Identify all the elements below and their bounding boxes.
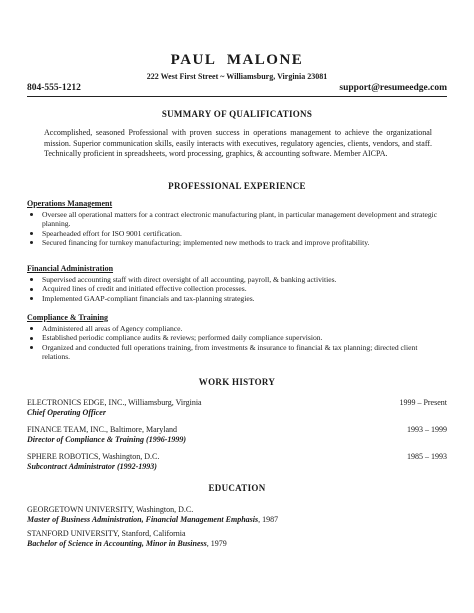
compliance-bullet-list <box>27 324 447 361</box>
list-item: Oversee all operational matters for a contract electronic manufacturing plant, in particular management development and strategic planning. <box>27 210 447 229</box>
education-entry <box>27 529 447 549</box>
contact-row <box>27 83 447 95</box>
work-history-heading: WORK HISTORY <box>198 377 276 387</box>
phone-number: 804-555-1212 <box>27 83 81 93</box>
list-item: Established periodic compliance audits & reviews; performed daily compliance supervision. <box>27 333 447 342</box>
email-address: support@resumeedge.com <box>339 83 447 93</box>
job-title: Chief Operating Officer <box>27 408 106 417</box>
section-title-compliance: Compliance & Training <box>27 313 109 322</box>
job-dates: 1999 – Present <box>399 398 447 407</box>
list-item: Implemented GAAP-compliant financials and tax-planning strategies. <box>27 294 447 303</box>
summary-paragraph: Accomplished, seasoned Professional with proven success in operations management to achieve the organizational mission. Superior communication skills, easily interacts with executives, regulatory agencies, clients, vendors, and staff. Technically proficient in spreadsheets, word processing, graphics, & accounting software. Member AICPA. <box>44 128 432 158</box>
list-item: Secured financing for turnkey manufacturing; implemented new methods to track and improve profitability. <box>27 238 447 247</box>
summary-heading: SUMMARY OF QUALIFICATIONS <box>161 109 313 119</box>
job-employer: FINANCE TEAM, INC., Baltimore, Maryland <box>27 425 178 434</box>
list-item: Acquired lines of credit and initiated effective collection processes. <box>27 284 447 293</box>
financial-bullet-list <box>27 275 447 303</box>
degree-year: , 1979 <box>206 539 227 548</box>
education-heading: EDUCATION <box>208 483 266 493</box>
job-dates: 1993 – 1999 <box>407 425 447 434</box>
list-item: Spearheaded effort for ISO 9001 certification. <box>27 229 447 238</box>
list-item: Organized and conducted full operations training, from investments & insurance to financial & tax planning; directed client relations. <box>27 343 447 362</box>
operations-bullet-list <box>27 210 447 247</box>
candidate-name: PAUL MALONE <box>170 52 304 68</box>
list-item: Administered all areas of Agency compliance. <box>27 324 447 333</box>
degree-name: Bachelor of Science in Accounting, Minor in Business <box>27 539 207 548</box>
experience-heading: PROFESSIONAL EXPERIENCE <box>168 181 306 191</box>
header-divider <box>27 96 447 97</box>
job-dates: 1985 – 1993 <box>407 452 447 461</box>
job-title: Director of Compliance & Training (1996-1999) <box>27 435 187 444</box>
section-title-operations: Operations Management <box>27 199 113 208</box>
school-name: GEORGETOWN UNIVERSITY, Washington, D.C. <box>27 505 194 514</box>
section-title-financial: Financial Administration <box>27 264 114 273</box>
degree-name: Master of Business Administration, Financial Management Emphasis <box>27 515 259 524</box>
degree-year: , 1987 <box>258 515 279 524</box>
school-name: STANFORD UNIVERSITY, Stanford, California <box>27 529 186 538</box>
list-item: Supervised accounting staff with direct oversight of all accounting, payroll, & banking activities. <box>27 275 447 284</box>
street-address: 222 West First Street ~ Williamsburg, Virginia 23081 <box>146 72 328 81</box>
job-title: Subcontract Administrator (1992-1993) <box>27 462 157 471</box>
job-employer: SPHERE ROBOTICS, Washington, D.C. <box>27 452 160 461</box>
job-employer: ELECTRONICS EDGE, INC., Williamsburg, Virginia <box>27 398 202 407</box>
education-entry <box>27 505 447 525</box>
